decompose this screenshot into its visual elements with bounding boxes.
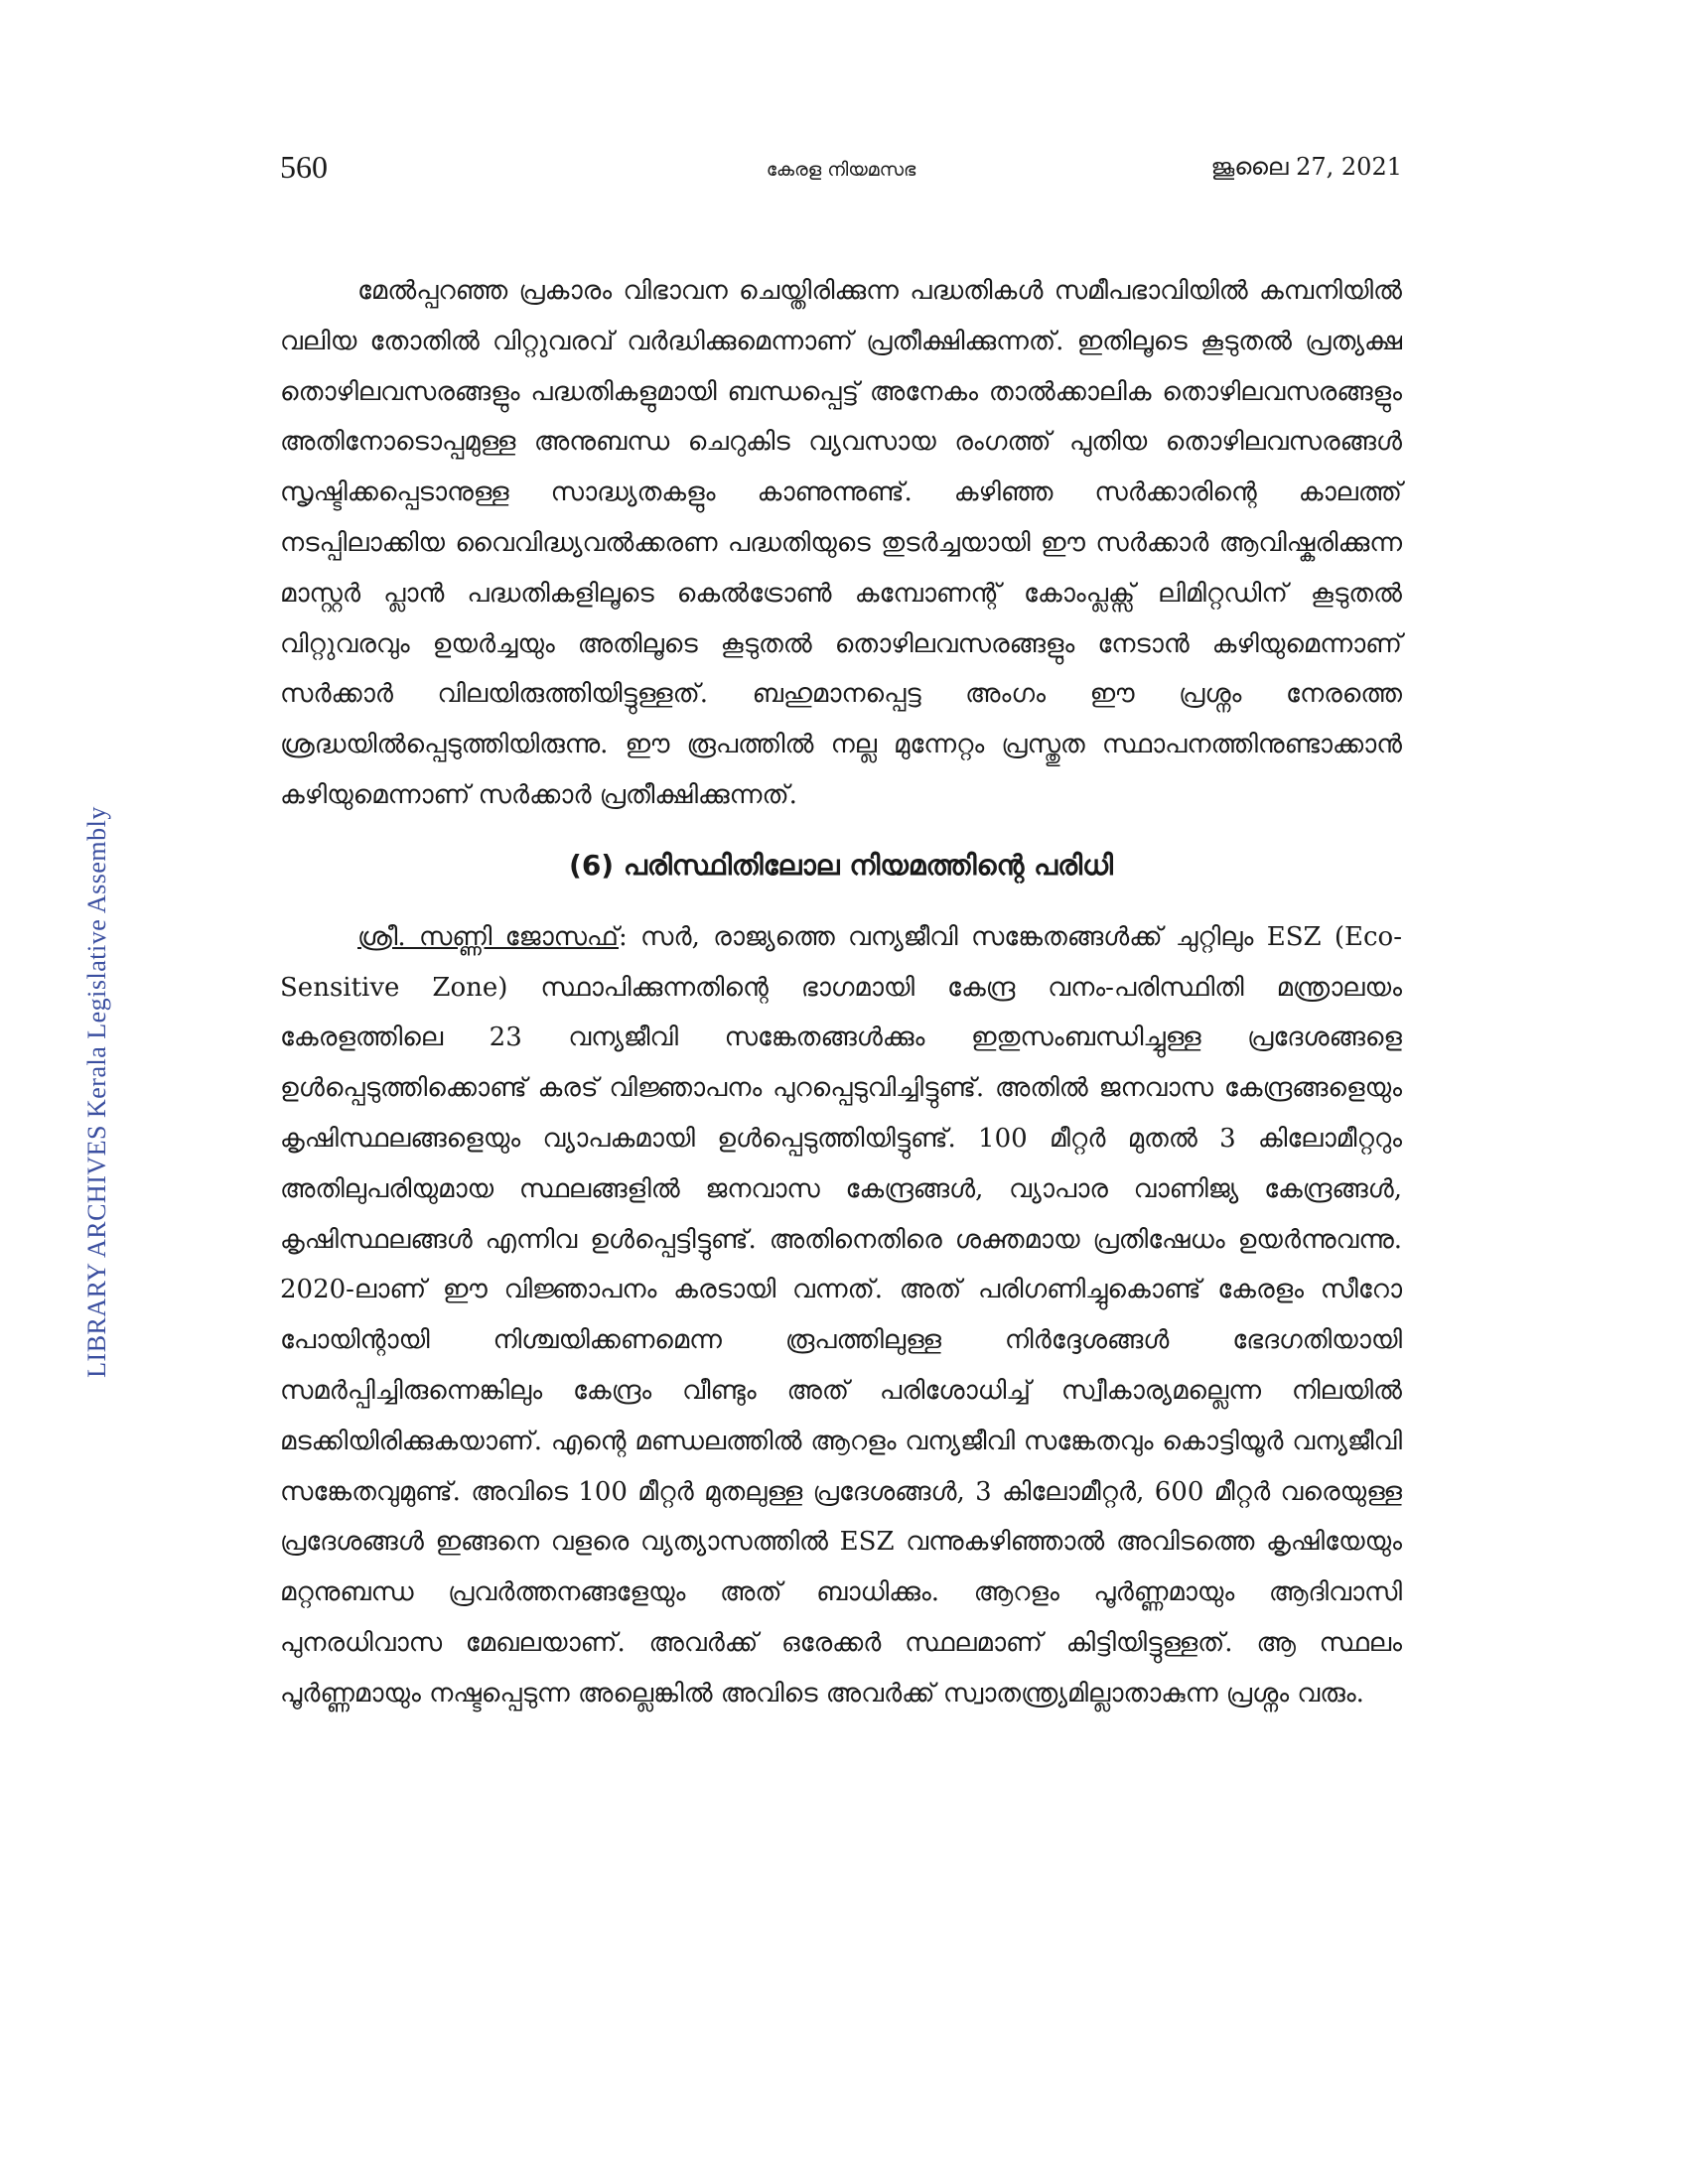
speaker-name: ശ്രീ. സണ്ണി ജോസഫ് — [357, 921, 619, 952]
page-body — [280, 266, 1402, 1719]
section-heading: (6) പരിസ്ഥിതിലോല നിയമത്തിന്റെ പരിധി — [569, 848, 1113, 882]
paragraph-question — [280, 912, 1402, 1719]
question-text: : സർ, രാജ്യത്തെ വന്യജീവി സങ്കേതങ്ങൾക്ക് ചുറ്റിലും ESZ (Eco-Sensitive Zone) സ്ഥാപിക്കുന്നതിന്റെ ഭാഗമായി കേന്ദ്ര വനം-പരിസ്ഥിതി മന്ത്രാലയം കേരളത്തിലെ 23 വന്യജീവി സങ്കേതങ്ങൾക്കും ഇതുസംബന്ധിച്ചുള്ള പ്രദേശങ്ങളെ ഉൾപ്പെടുത്തിക്കൊണ്ട് കരട് വിജ്ഞാപനം പുറപ്പെടുവിച്ചിട്ടുണ്ട്. അതിൽ ജനവാസ കേന്ദ്രങ്ങളെയും കൃഷിസ്ഥലങ്ങളെയും വ്യാപകമായി ഉൾപ്പെടുത്തിയിട്ടുണ്ട്. 100 മീറ്റർ മുതൽ 3 കിലോമീറ്ററും അതിലുപരിയുമായ സ്ഥലങ്ങളിൽ ജനവാസ കേന്ദ്രങ്ങൾ, വ്യാപാര വാണിജ്യ കേന്ദ്രങ്ങൾ, കൃഷിസ്ഥലങ്ങൾ എന്നിവ ഉൾപ്പെട്ടിട്ടുണ്ട്. അതിനെതിരെ ശക്തമായ പ്രതിഷേധം ഉയർന്നുവന്നു. 2020-ലാണ് ഈ വിജ്ഞാപനം കരടായി വന്നത്. അത് പരിഗണിച്ചുകൊണ്ട് കേരളം സീറോ പോയിന്റായി നിശ്ചയിക്കണമെന്ന രൂപത്തിലുള്ള നിർദ്ദേശങ്ങൾ ഭേദഗതിയായി സമർപ്പിച്ചിരുന്നെങ്കിലും കേന്ദ്രം വീണ്ടും അത് പരിശോധിച്ച് സ്വീകാര്യമല്ലെന്ന നിലയിൽ മടക്കിയിരിക്കുകയാണ്. എന്റെ മണ്ഡലത്തിൽ ആറളം വന്യജീവി സങ്കേതവും കൊട്ടിയൂർ വന്യജീവി സങ്കേതവുമുണ്ട്. അവിടെ 100 മീറ്റർ മുതലുള്ള പ്രദേശങ്ങൾ, 3 കിലോമീറ്റർ, 600 മീറ്റർ വരെയുള്ള പ്രദേശങ്ങൾ ഇങ്ങനെ വളരെ വ്യത്യാസത്തിൽ ESZ വന്നുകഴിഞ്ഞാൽ അവിടത്തെ കൃഷിയേയും മറ്റനുബന്ധ പ്രവർത്തനങ്ങളേയും അത് ബാധിക്കും. ആറളം പൂർണ്ണമായും ആദിവാസി പുനരധിവാസ മേഖലയാണ്. അവർക്ക് ഒരേക്കർ സ്ഥലമാണ് കിട്ടിയിട്ടുള്ളത്. ആ സ്ഥലം പൂർണ്ണമായും നഷ്ടപ്പെടുന്ന അല്ലെങ്കിൽ അവിടെ അവർക്ക് സ്വാതന്ത്ര്യമില്ലാതാകുന്ന പ്രശ്നം വരും. — [280, 921, 1402, 1708]
archive-watermark — [68, 735, 127, 1449]
header-date: ജൂലൈ 27, 2021 — [1210, 153, 1402, 181]
running-title: കേരള നിയമസഭ — [766, 159, 916, 181]
watermark-text: LIBRARY ARCHIVES Kerala Legislative Assembly — [82, 806, 111, 1378]
paragraph-answer: മേൽപ്പറഞ്ഞ പ്രകാരം വിഭാവന ചെയ്തിരിക്കുന്ന പദ്ധതികൾ സമീപഭാവിയിൽ കമ്പനിയിൽ വലിയ തോതിൽ വിറ്റുവരവ് വർദ്ധിക്കുമെന്നാണ് പ്രതീക്ഷിക്കുന്നത്. ഇതിലൂടെ കൂടുതൽ പ്രത്യക്ഷ തൊഴിലവസരങ്ങളും പദ്ധതികളുമായി ബന്ധപ്പെട്ട് അനേകം താൽക്കാലിക തൊഴിലവസരങ്ങളും അതിനോടൊപ്പമുള്ള അനുബന്ധ ചെറുകിട വ്യവസായ രംഗത്ത് പുതിയ തൊഴിലവസരങ്ങൾ സൃഷ്ടിക്കപ്പെടാനുള്ള സാദ്ധ്യതകളും കാണുന്നുണ്ട്. കഴിഞ്ഞ സർക്കാരിന്റെ കാലത്ത് നടപ്പിലാക്കിയ വൈവിദ്ധ്യവൽക്കരണ പദ്ധതിയുടെ തുടർച്ചയായി ഈ സർക്കാർ ആവിഷ്കരിക്കുന്ന മാസ്റ്റർ പ്ലാൻ പദ്ധതികളിലൂടെ കെൽട്രോൺ കമ്പോണന്റ് കോംപ്ലക്സ് ലിമിറ്റഡിന് കൂടുതൽ വിറ്റുവരവും ഉയർച്ചയും അതിലൂടെ കൂടുതൽ തൊഴിലവസരങ്ങളും നേടാൻ കഴിയുമെന്നാണ് സർക്കാർ വിലയിരുത്തിയിട്ടുള്ളത്. ബഹുമാനപ്പെട്ട അംഗം ഈ പ്രശ്നം നേരത്തെ ശ്രദ്ധയിൽപ്പെടുത്തിയിരുന്നു. ഈ രൂപത്തിൽ നല്ല മുന്നേറ്റം പ്രസ്തുത സ്ഥാപനത്തിനുണ്ടാക്കാൻ കഴിയുമെന്നാണ് സർക്കാർ പ്രതീക്ഷിക്കുന്നത്. — [280, 276, 1402, 810]
page-number: 560 — [280, 149, 328, 185]
page-header — [280, 149, 1402, 199]
